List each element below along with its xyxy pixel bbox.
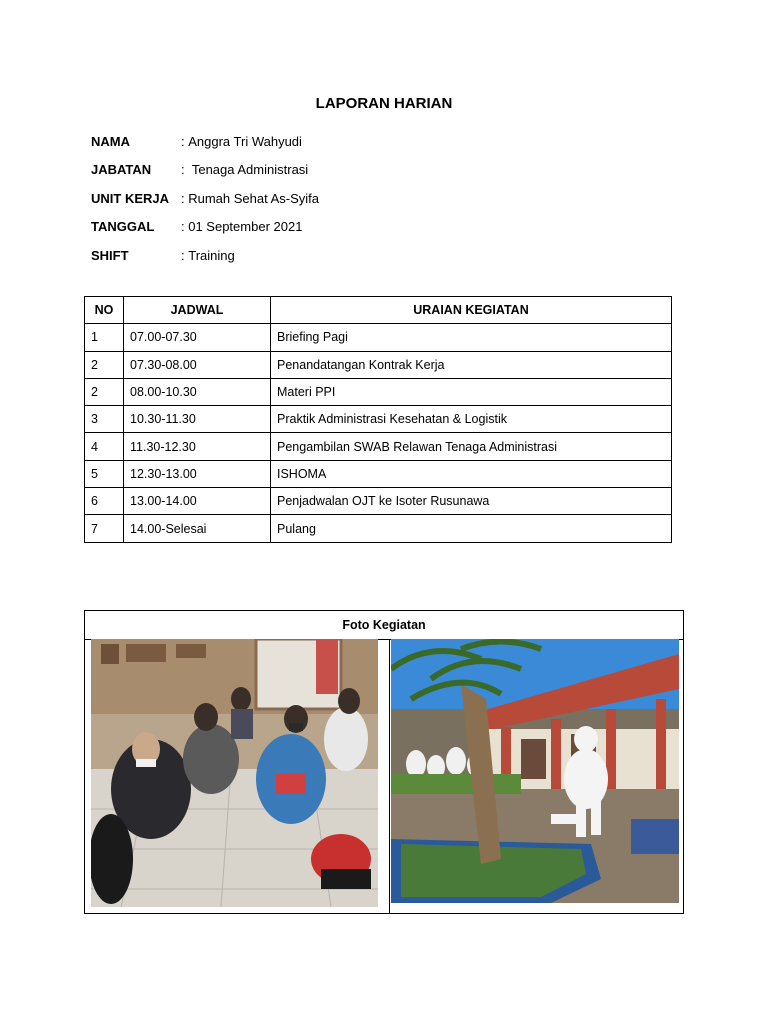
- info-value: 01 September 2021: [188, 219, 303, 235]
- table-row: [85, 488, 672, 515]
- cell-uraian: Praktik Administrasi Kesehatan & Logistik: [271, 406, 672, 433]
- cell-jadwal: 14.00-Selesai: [124, 515, 271, 542]
- info-row-tanggal: [91, 213, 319, 242]
- info-section: [91, 127, 319, 270]
- table-row: [85, 378, 672, 405]
- info-separator: :: [181, 133, 189, 149]
- cell-no: 3: [85, 406, 124, 433]
- cell-uraian: Briefing Pagi: [271, 324, 672, 351]
- cell-no: 4: [85, 433, 124, 460]
- cell-jadwal: 13.00-14.00: [124, 488, 271, 515]
- cell-uraian: ISHOMA: [271, 460, 672, 487]
- table-row: [85, 515, 672, 542]
- photo-divider: [389, 639, 390, 914]
- info-key: UNIT KERJA: [91, 190, 170, 206]
- table-row: [85, 460, 672, 487]
- cell-jadwal: 07.00-07.30: [124, 324, 271, 351]
- info-separator: :: [181, 219, 189, 235]
- header-no: NO: [85, 297, 124, 324]
- cell-no: 7: [85, 515, 124, 542]
- cell-no: 1: [85, 324, 124, 351]
- schedule-table: [84, 296, 672, 543]
- info-separator: :: [181, 190, 189, 206]
- photo-section: [84, 610, 684, 914]
- info-key: NAMA: [91, 133, 130, 149]
- cell-jadwal: 08.00-10.30: [124, 378, 271, 405]
- cell-jadwal: 10.30-11.30: [124, 406, 271, 433]
- info-value: Rumah Sehat As-Syifa: [188, 190, 320, 206]
- table-row: [85, 351, 672, 378]
- photo-outdoor-activity-image: [391, 639, 679, 903]
- cell-jadwal: 11.30-12.30: [124, 433, 271, 460]
- info-separator: :: [181, 247, 189, 263]
- info-value: Tenaga Administrasi: [191, 162, 309, 178]
- cell-uraian: Penandatangan Kontrak Kerja: [271, 351, 672, 378]
- info-value: Anggra Tri Wahyudi: [188, 133, 302, 149]
- info-row-nama: [91, 127, 319, 156]
- document-title: LAPORAN HARIAN: [315, 95, 453, 112]
- info-separator: :: [181, 162, 192, 178]
- photo-outdoor-activity: [391, 639, 679, 903]
- photo-section-header: Foto Kegiatan: [85, 611, 683, 640]
- photo-training-session: [91, 639, 378, 907]
- table-row: [85, 324, 672, 351]
- info-row-shift: [91, 241, 319, 270]
- table-header-row: [85, 297, 672, 324]
- cell-uraian: Materi PPI: [271, 378, 672, 405]
- cell-no: 6: [85, 488, 124, 515]
- cell-uraian: Pulang: [271, 515, 672, 542]
- info-key: TANGGAL: [91, 219, 155, 235]
- cell-jadwal: 07.30-08.00: [124, 351, 271, 378]
- info-key: JABATAN: [91, 162, 152, 178]
- table-row: [85, 406, 672, 433]
- photo-training-session-image: [91, 639, 378, 907]
- cell-jadwal: 12.30-13.00: [124, 460, 271, 487]
- cell-no: 5: [85, 460, 124, 487]
- cell-uraian: Penjadwalan OJT ke Isoter Rusunawa: [271, 488, 672, 515]
- info-row-jabatan: [91, 156, 319, 185]
- info-row-unit-kerja: [91, 184, 319, 213]
- info-key: SHIFT: [91, 247, 129, 263]
- cell-no: 2: [85, 378, 124, 405]
- info-value: Training: [188, 247, 235, 263]
- header-uraian: URAIAN KEGIATAN: [271, 297, 672, 324]
- header-jadwal: JADWAL: [124, 297, 271, 324]
- table-row: [85, 433, 672, 460]
- cell-uraian: Pengambilan SWAB Relawan Tenaga Administrasi: [271, 433, 672, 460]
- cell-no: 2: [85, 351, 124, 378]
